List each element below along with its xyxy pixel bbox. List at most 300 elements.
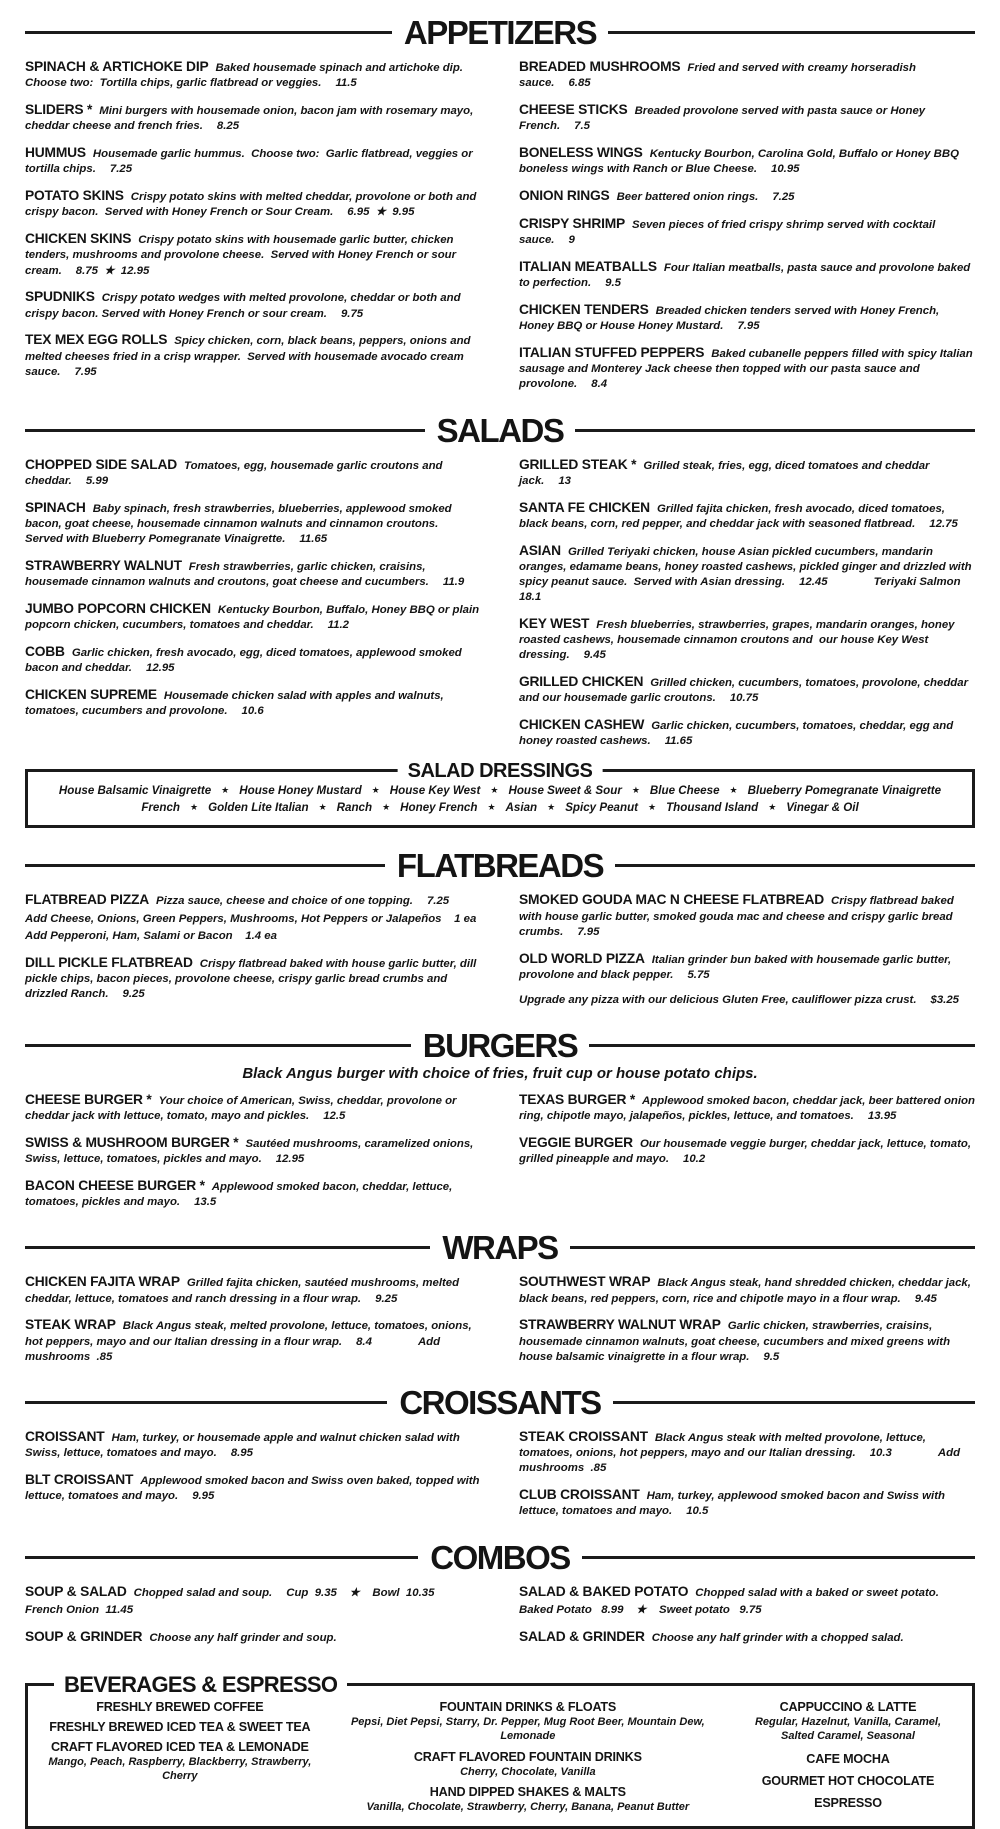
item-line [519,542,975,606]
item-description: Ham, turkey, or housemade apple and walnut chicken salad with Swiss, lettuce, tomatoes and mayo. [25,1431,463,1460]
section-columns [25,1583,975,1646]
item-line [25,331,481,380]
item-line [25,1273,481,1307]
beverage-name: FRESHLY BREWED ICED TEA & SWEET TEA [49,1719,311,1734]
menu-item [519,344,975,393]
menu-item [519,673,975,707]
menu-column-right [519,456,975,750]
section-columns [25,58,975,393]
item-price: 9.95 [192,1490,215,1503]
beverage-name: FRESHLY BREWED COFFEE [96,1699,264,1714]
item-price: 9.25 [375,1292,398,1305]
item-line [519,615,975,664]
item-description: Garlic chicken, fresh avocado, egg, diced tomatoes, applewood smoked bacon and cheddar. [25,646,465,674]
item-name: SWISS & MUSHROOM BURGER * [25,1134,239,1150]
beverage-flavors: Pepsi, Diet Pepsi, Starry, Dr. Pepper, Mug Root Beer, Mountain Dew, Lemonade [350,1715,705,1743]
item-line [519,144,975,178]
item-price: 7.25 [426,895,450,908]
item-description: Beer battered onion rings. [616,191,759,203]
menu-item [519,891,975,940]
item-price: 7.25 [109,163,133,176]
menu-item [519,1486,975,1520]
item-name: KEY WEST [519,615,590,631]
item-description: Housemade chicken salad with apples and walnuts, tomatoes, cucumbers and provolone. [25,689,447,717]
item-name: STRAWBERRY WALNUT WRAP [519,1317,721,1333]
beverage-item [738,1700,958,1744]
section-burgers [25,1026,979,1211]
item-line [25,891,481,909]
item-description: Choose any half grinder and soup. [149,1631,337,1644]
item-price: $3.25 [930,993,959,1006]
item-price: 6.85 [568,77,591,90]
section-header-burgers [25,1026,975,1064]
item-name: SPUDNIKS [25,289,95,305]
menu-item [25,144,481,178]
dressing-name: House Sweet & Sour [508,784,622,798]
menu-item [25,1134,481,1168]
item-description: Baked cubanelle peppers filled with spicy Italian sausage and Monterey Jack cheese then topped with our pasta sauce and provolone. [519,347,976,391]
menu-item [519,1583,975,1619]
item-price: 5.75 [687,968,710,981]
star-separator-icon: ★ [221,784,230,795]
item-description: Crispy flatbread baked with house garlic butter, dill pickle chips, bacon pieces, provolone cheese, crispy garlic bread crumbs and drizzled Ranch. [25,957,480,1001]
item-price: 12.45 [799,576,828,588]
section-title-salad-dressings: SALAD DRESSINGS [398,760,603,783]
menu-item [25,891,481,944]
section-title-flatbreads: FLATBREADS [396,847,604,885]
section-columns [25,456,975,750]
star-separator-icon: ★ [487,801,496,812]
item-line [519,1428,975,1477]
item-price: 9.5 [605,277,621,290]
item-line [25,230,481,279]
item-description: Grilled chicken, cucumbers, tomatoes, provolone, cheddar and our housemade garlic croutons. [519,676,972,705]
item-price: 7.95 [577,925,600,938]
item-price: Cup 9.35 ★ Bowl 10.35 [286,1586,435,1599]
item-line [519,1316,975,1365]
menu-item [519,1628,975,1646]
menu-item [519,1091,979,1125]
section-title-croissants: CROISSANTS [399,1383,601,1421]
menu-item [25,331,481,380]
item-line [25,954,481,1003]
item-extra: Add Pepperoni, Ham, Salami or Bacon 1.4 ea [25,929,277,942]
menu-item [25,101,481,135]
item-description: Fresh strawberries, garlic chicken, craisins, housemade cinnamon walnuts and croutons, goat cheese and cucumbers. [25,560,429,588]
item-price: 8.75 ★ 12.95 [75,264,150,277]
item-price: 9.45 [914,1292,937,1305]
header-rule-right [575,429,975,432]
dressing-line [42,784,958,797]
item-description: Seven pieces of fried crispy shrimp served with cocktail sauce. [519,218,939,247]
beverage-item [42,1700,318,1714]
header-rule-right [613,1401,975,1404]
item-name: ASIAN [519,542,561,558]
item-line [25,557,481,591]
item-description: Crispy potato skins with housemade garlic butter, chicken tenders, mushrooms and provolone cheese. Served with Honey French or sour cream. [25,234,460,277]
item-name: STEAK WRAP [25,1317,116,1333]
section-header-appetizers [25,16,975,49]
item-description: Your choice of American, Swiss, cheddar, provolone or cheddar jack with lettuce, tomato, mayo and pickles. [25,1094,460,1123]
item-description: Fresh blueberries, strawberries, grapes, mandarin oranges, honey roasted cashews, housemade cinnamon croutons and our house Key West dressing. [519,618,958,662]
dressing-name: House Key West [389,784,481,798]
dressing-name: Thousand Island [666,801,759,815]
header-rule-left [25,1246,430,1249]
menu-column-right [519,891,975,1007]
item-price: 6.95 ★ 9.95 [347,206,415,219]
item-line [25,101,481,135]
item-name: CHEESE STICKS [519,102,628,117]
item-description: Applewood smoked bacon, cheddar jack, beer battered onion ring, chipotle mayo, jalapeños, pickles, lettuce, and tomatoes. [519,1094,979,1123]
section-title-combos: COMBOS [430,1538,570,1576]
menu-item [519,1273,975,1307]
dressing-name: Spicy Peanut [565,801,639,815]
beverage-name: CRAFT FLAVORED FOUNTAIN DRINKS [413,1749,642,1764]
menu-item [519,716,975,750]
menu-item [25,954,481,1003]
menu-item [25,58,481,92]
item-description: Crispy potato wedges with melted provolone, cheddar or both and crispy bacon. Served with Honey French or sour cream. [25,292,464,320]
beverage-flavors: Vanilla, Chocolate, Strawberry, Cherry, Banana, Peanut Butter [366,1800,690,1813]
menu-item [25,499,481,548]
menu-column-right [519,58,975,393]
section-header-salads [25,411,975,449]
item-name: CHICKEN CASHEW [519,716,645,732]
star-separator-icon: ★ [547,801,556,812]
item-price: 13 [558,474,572,487]
section-subtitle-burgers: Black Angus burger with choice of fries, fruit cup or house potato chips. [242,1064,758,1082]
item-name: SALAD & GRINDER [519,1628,645,1644]
star-separator-icon: ★ [318,801,327,812]
item-line [25,1428,481,1462]
item-line [25,1177,481,1211]
item-name: ONION RINGS [519,188,610,203]
item-description: Mini burgers with housemade onion, bacon jam with rosemary mayo, cheddar cheese and french fries. [25,105,477,133]
item-description: Baby spinach, fresh strawberries, blueberries, applewood smoked bacon, goat cheese, housemade cinnamon walnuts and cinnamon croutons. Served with Blueberry Pomegranate Vinaigrette. [25,502,455,545]
item-name: SOUP & GRINDER [25,1628,143,1644]
item-line [519,1486,975,1520]
item-name: HUMMUS [25,145,86,160]
item-description: Upgrade any pizza with our delicious Gluten Free, cauliflower pizza crust. [519,993,917,1006]
item-line [519,1091,979,1125]
item-description: Grilled fajita chicken, fresh avocado, diced tomatoes, black beans, corn, red pepper, and cheddar jack with seasoned flatbread. [519,502,949,530]
item-price: 9 [568,234,575,247]
item-price: 7.5 [574,120,590,133]
dressing-name: Golden Lite Italian [208,801,309,815]
item-price: 8.4 [356,1335,372,1348]
star-separator-icon: ★ [729,784,738,795]
beverage-name: FOUNTAIN DRINKS & FLOATS [439,1699,617,1714]
section-combos [25,1538,975,1646]
menu-item [25,600,481,634]
item-line [25,58,481,92]
item-line [519,499,975,533]
section-croissants [25,1383,975,1520]
menu-item [519,1316,975,1365]
item-name: SPINACH & ARTICHOKE DIP [25,59,209,74]
item-description: Choose any half grinder with a chopped salad. [651,1631,904,1644]
item-line [25,144,481,178]
item-description: Kentucky Bourbon, Carolina Gold, Buffalo or Honey BBQ boneless wings with Ranch or Blue Cheese. [519,148,963,176]
menu-item [25,1471,481,1505]
item-description: Ham, turkey, applewood smoked bacon and Swiss with lettuce, tomatoes and mayo. [519,1490,949,1518]
header-rule-right [608,31,975,34]
item-name: GRILLED STEAK * [519,456,637,472]
dressing-name: House Balsamic Vinaigrette [58,784,212,798]
item-description: Crispy potato skins with melted cheddar, provolone or both and crispy bacon. Served with Honey French or Sour Cream. [25,191,480,219]
item-price: 9.5 [763,1350,780,1363]
item-description: Chopped salad and soup. [133,1586,273,1599]
item-addon: Add mushrooms .85 [519,1447,964,1475]
dressing-name: French [141,801,180,815]
menu-column-right [519,1428,975,1520]
item-description: Baked housemade spinach and artichoke dip. Choose two: Tortilla chips, garlic flatbread or veggies. [25,62,470,90]
menu-item [519,950,975,984]
menu-column-right [519,1583,975,1646]
item-name: SMOKED GOUDA MAC N CHEESE FLATBREAD [519,892,824,908]
star-separator-icon: ★ [371,784,380,795]
item-line [519,101,975,135]
item-price: 10.2 [683,1153,706,1166]
item-name: VEGGIE BURGER [519,1134,633,1150]
section-header-flatbreads [25,847,975,885]
item-name: CHICKEN TENDERS [519,301,649,317]
menu-column-left [25,1091,481,1211]
dressing-name: Blueberry Pomegranate Vinaigrette [747,784,942,798]
beverage-flavors: Cherry, Chocolate, Vanilla [460,1765,596,1778]
menu-item [25,643,481,677]
dressing-name: Honey French [400,801,478,815]
item-price: 9.45 [583,649,606,662]
menu-column-left [25,58,481,393]
item-price: 10.6 [241,705,264,717]
section-title-appetizers: APPETIZERS [403,14,597,51]
item-price: 12.5 [323,1110,346,1123]
beverage-item [42,1720,318,1734]
menu-item [25,187,481,221]
menu-item [25,1273,481,1307]
menu-item [25,1091,481,1125]
dressing-name: Blue Cheese [649,784,720,798]
menu-item [25,686,481,720]
section-title-wraps: WRAPS [442,1229,558,1267]
beverage-name: CAFE MOCHA [806,1751,890,1766]
star-separator-icon: ★ [490,784,499,795]
item-line [519,716,975,750]
star-separator-icon: ★ [631,784,640,795]
header-rule-right [570,1246,975,1249]
menu-item [25,1583,481,1619]
menu-item [25,1628,481,1646]
item-name: FLATBREAD PIZZA [25,892,149,908]
header-rule-right [582,1556,975,1559]
menu-column-right [519,1091,979,1211]
item-name: TEXAS BURGER * [519,1091,636,1107]
item-price: 9.75 [340,307,364,320]
menu-item [25,288,481,322]
item-name: ITALIAN MEATBALLS [519,258,657,274]
item-name: BACON CHEESE BURGER * [25,1177,205,1193]
beverage-name: HAND DIPPED SHAKES & MALTS [429,1784,626,1799]
item-price: 8.25 [216,120,240,133]
item-name: CHICKEN SKINS [25,231,132,246]
item-line [519,187,975,205]
menu-item [25,456,481,490]
item-line [519,58,975,92]
dressing-name: Ranch [336,801,373,815]
dressing-name: Vinegar & Oil [786,801,859,815]
header-rule-right [615,864,975,867]
star-separator-icon: ★ [648,801,657,812]
header-rule-left [25,1044,411,1047]
item-line [25,1134,481,1168]
item-line [25,499,481,548]
menu-column-left [25,1273,481,1365]
item-name: TEX MEX EGG ROLLS [25,332,168,348]
item-price: 12.95 [145,662,175,674]
item-name: BONELESS WINGS [519,145,643,160]
item-line [25,686,481,720]
item-name: STRAWBERRY WALNUT [25,557,182,573]
menu-item [519,187,975,205]
section-columns [25,1091,979,1211]
item-line [25,456,481,490]
item-line [519,950,975,984]
beverage-item [738,1752,958,1766]
beverage-name: CAPPUCCINO & LATTE [779,1699,917,1714]
menu-column-left [25,891,481,1007]
beverage-name: ESPRESSO [814,1795,882,1810]
section-flatbreads [25,849,975,1007]
item-price: 12.75 [929,517,958,530]
item-price: 12.95 [275,1153,305,1166]
item-price: 10.75 [729,692,759,705]
item-line [25,600,481,634]
menu-item [519,258,975,292]
item-line [25,1316,481,1365]
menu-item [519,1428,975,1477]
item-price: 8.95 [230,1447,253,1460]
dressing-line [42,801,958,814]
menu-item [519,456,975,490]
beverage-flavors: Mango, Peach, Raspberry, Blackberry, Strawberry, Cherry [48,1755,312,1783]
item-description: Breaded provolone served with pasta sauce or Honey French. [519,105,929,133]
item-line [25,1471,481,1505]
item-description: Black Angus steak, melted provolone, lettuce, tomatoes, onions, hot peppers, mayo and our Italian dressing in a flour wrap. [25,1320,475,1348]
beverage-column [324,1700,732,1818]
item-addon: Teriyaki Salmon 18.1 [519,576,971,604]
item-description: Black Angus steak, hand shredded chicken, cheddar jack, black beans, red peppers, corn, rice and chipotle mayo in a flour wrap. [519,1277,975,1305]
menu-item [519,1134,975,1168]
section-title-salads: SALADS [436,411,564,449]
section-columns [25,891,975,1007]
item-price: 11.2 [327,619,349,631]
item-name: CHICKEN FAJITA WRAP [25,1274,180,1290]
beverages-box [25,1671,975,1829]
beverage-item [330,1700,726,1744]
item-name: STEAK CROISSANT [519,1428,648,1444]
beverage-item [42,1740,318,1784]
item-line [519,673,975,707]
item-extra: Add Cheese, Onions, Green Peppers, Mushrooms, Hot Peppers or Jalapeños 1 ea [25,912,477,925]
item-description: Applewood smoked bacon and Swiss oven baked, topped with lettuce, tomatoes and mayo. [25,1474,483,1503]
item-name: JUMBO POPCORN CHICKEN [25,600,211,616]
menu-item [519,615,975,664]
item-line [519,891,975,940]
star-separator-icon: ★ [189,801,199,812]
item-name: POTATO SKINS [25,188,124,203]
header-rule-left [25,864,385,867]
item-name: SLIDERS * [25,102,93,117]
beverage-name: CRAFT FLAVORED ICED TEA & LEMONADE [51,1739,309,1754]
beverage-item [738,1774,958,1788]
section-header-wraps [25,1229,975,1267]
item-name: BLT CROISSANT [25,1471,134,1487]
item-line [519,344,975,393]
item-line [25,1583,481,1601]
item-line [25,288,481,322]
item-line [519,1628,975,1646]
item-price: 7.25 [772,191,795,203]
item-description: Chopped salad with a baked or sweet potato. [695,1586,939,1599]
item-extra: French Onion 11.45 [25,1603,134,1616]
item-description: Sautéed mushrooms, caramelized onions, Swiss, lettuce, tomatoes, pickles and mayo. [25,1137,477,1166]
section-title-beverages: BEVERAGES & ESPRESSO [54,1672,347,1698]
section-columns [25,1428,975,1520]
item-price: 8.4 [591,378,608,391]
item-line [25,1628,481,1646]
item-price: 7.95 [737,320,760,333]
item-name: ITALIAN STUFFED PEPPERS [519,344,705,360]
item-description: Four Italian meatballs, pasta sauce and provolone baked to perfection. [519,261,974,290]
beverage-column [36,1700,324,1818]
menu-item [519,101,975,135]
item-name: SALAD & BAKED POTATO [519,1583,689,1599]
menu-item [519,144,975,178]
item-name: CRISPY SHRIMP [519,215,626,231]
beverage-name: GOURMET HOT CHOCOLATE [761,1773,935,1788]
header-rule-left [25,31,392,34]
item-name: GRILLED CHICKEN [519,673,644,689]
item-line [25,187,481,221]
item-description: Fried and served with creamy horseradish sauce. [519,62,920,90]
item-name: BREADED MUSHROOMS [519,59,681,74]
item-description: Housemade garlic hummus. Choose two: Garlic flatbread, veggies or tortilla chips. [25,148,476,176]
menu-column-left [25,1583,481,1646]
item-name: CHOPPED SIDE SALAD [25,456,178,472]
item-description: Garlic chicken, strawberries, craisins, housemade cinnamon walnuts, goat cheese, cucumbers and mixed greens with house balsamic vinaigrette in a flour wrap. [519,1320,954,1363]
item-line [519,258,975,292]
menu-page [25,14,979,1829]
item-description: Kentucky Bourbon, Buffalo, Honey BBQ or plain popcorn chicken, cucumbers, tomatoes and cheddar. [25,603,483,631]
item-name: CHICKEN SUPREME [25,686,157,702]
item-name: SOUTHWEST WRAP [519,1274,651,1290]
section-title-burgers: BURGERS [422,1026,578,1064]
menu-item [519,58,975,92]
item-description: Breaded chicken tenders served with Honey French, Honey BBQ or House Honey Mustard. [519,304,943,333]
item-price: 11.65 [664,735,693,748]
item-price: 11.65 [299,533,328,545]
menu-item [519,542,975,606]
menu-column-left [25,456,481,750]
item-addon: Add mushrooms .85 [25,1335,444,1363]
item-name: CROISSANT [25,1428,105,1444]
item-line [519,456,975,490]
item-price: 9.25 [122,988,145,1001]
menu-item [25,1428,481,1462]
menu-item [519,993,975,1008]
beverage-columns [36,1700,964,1818]
